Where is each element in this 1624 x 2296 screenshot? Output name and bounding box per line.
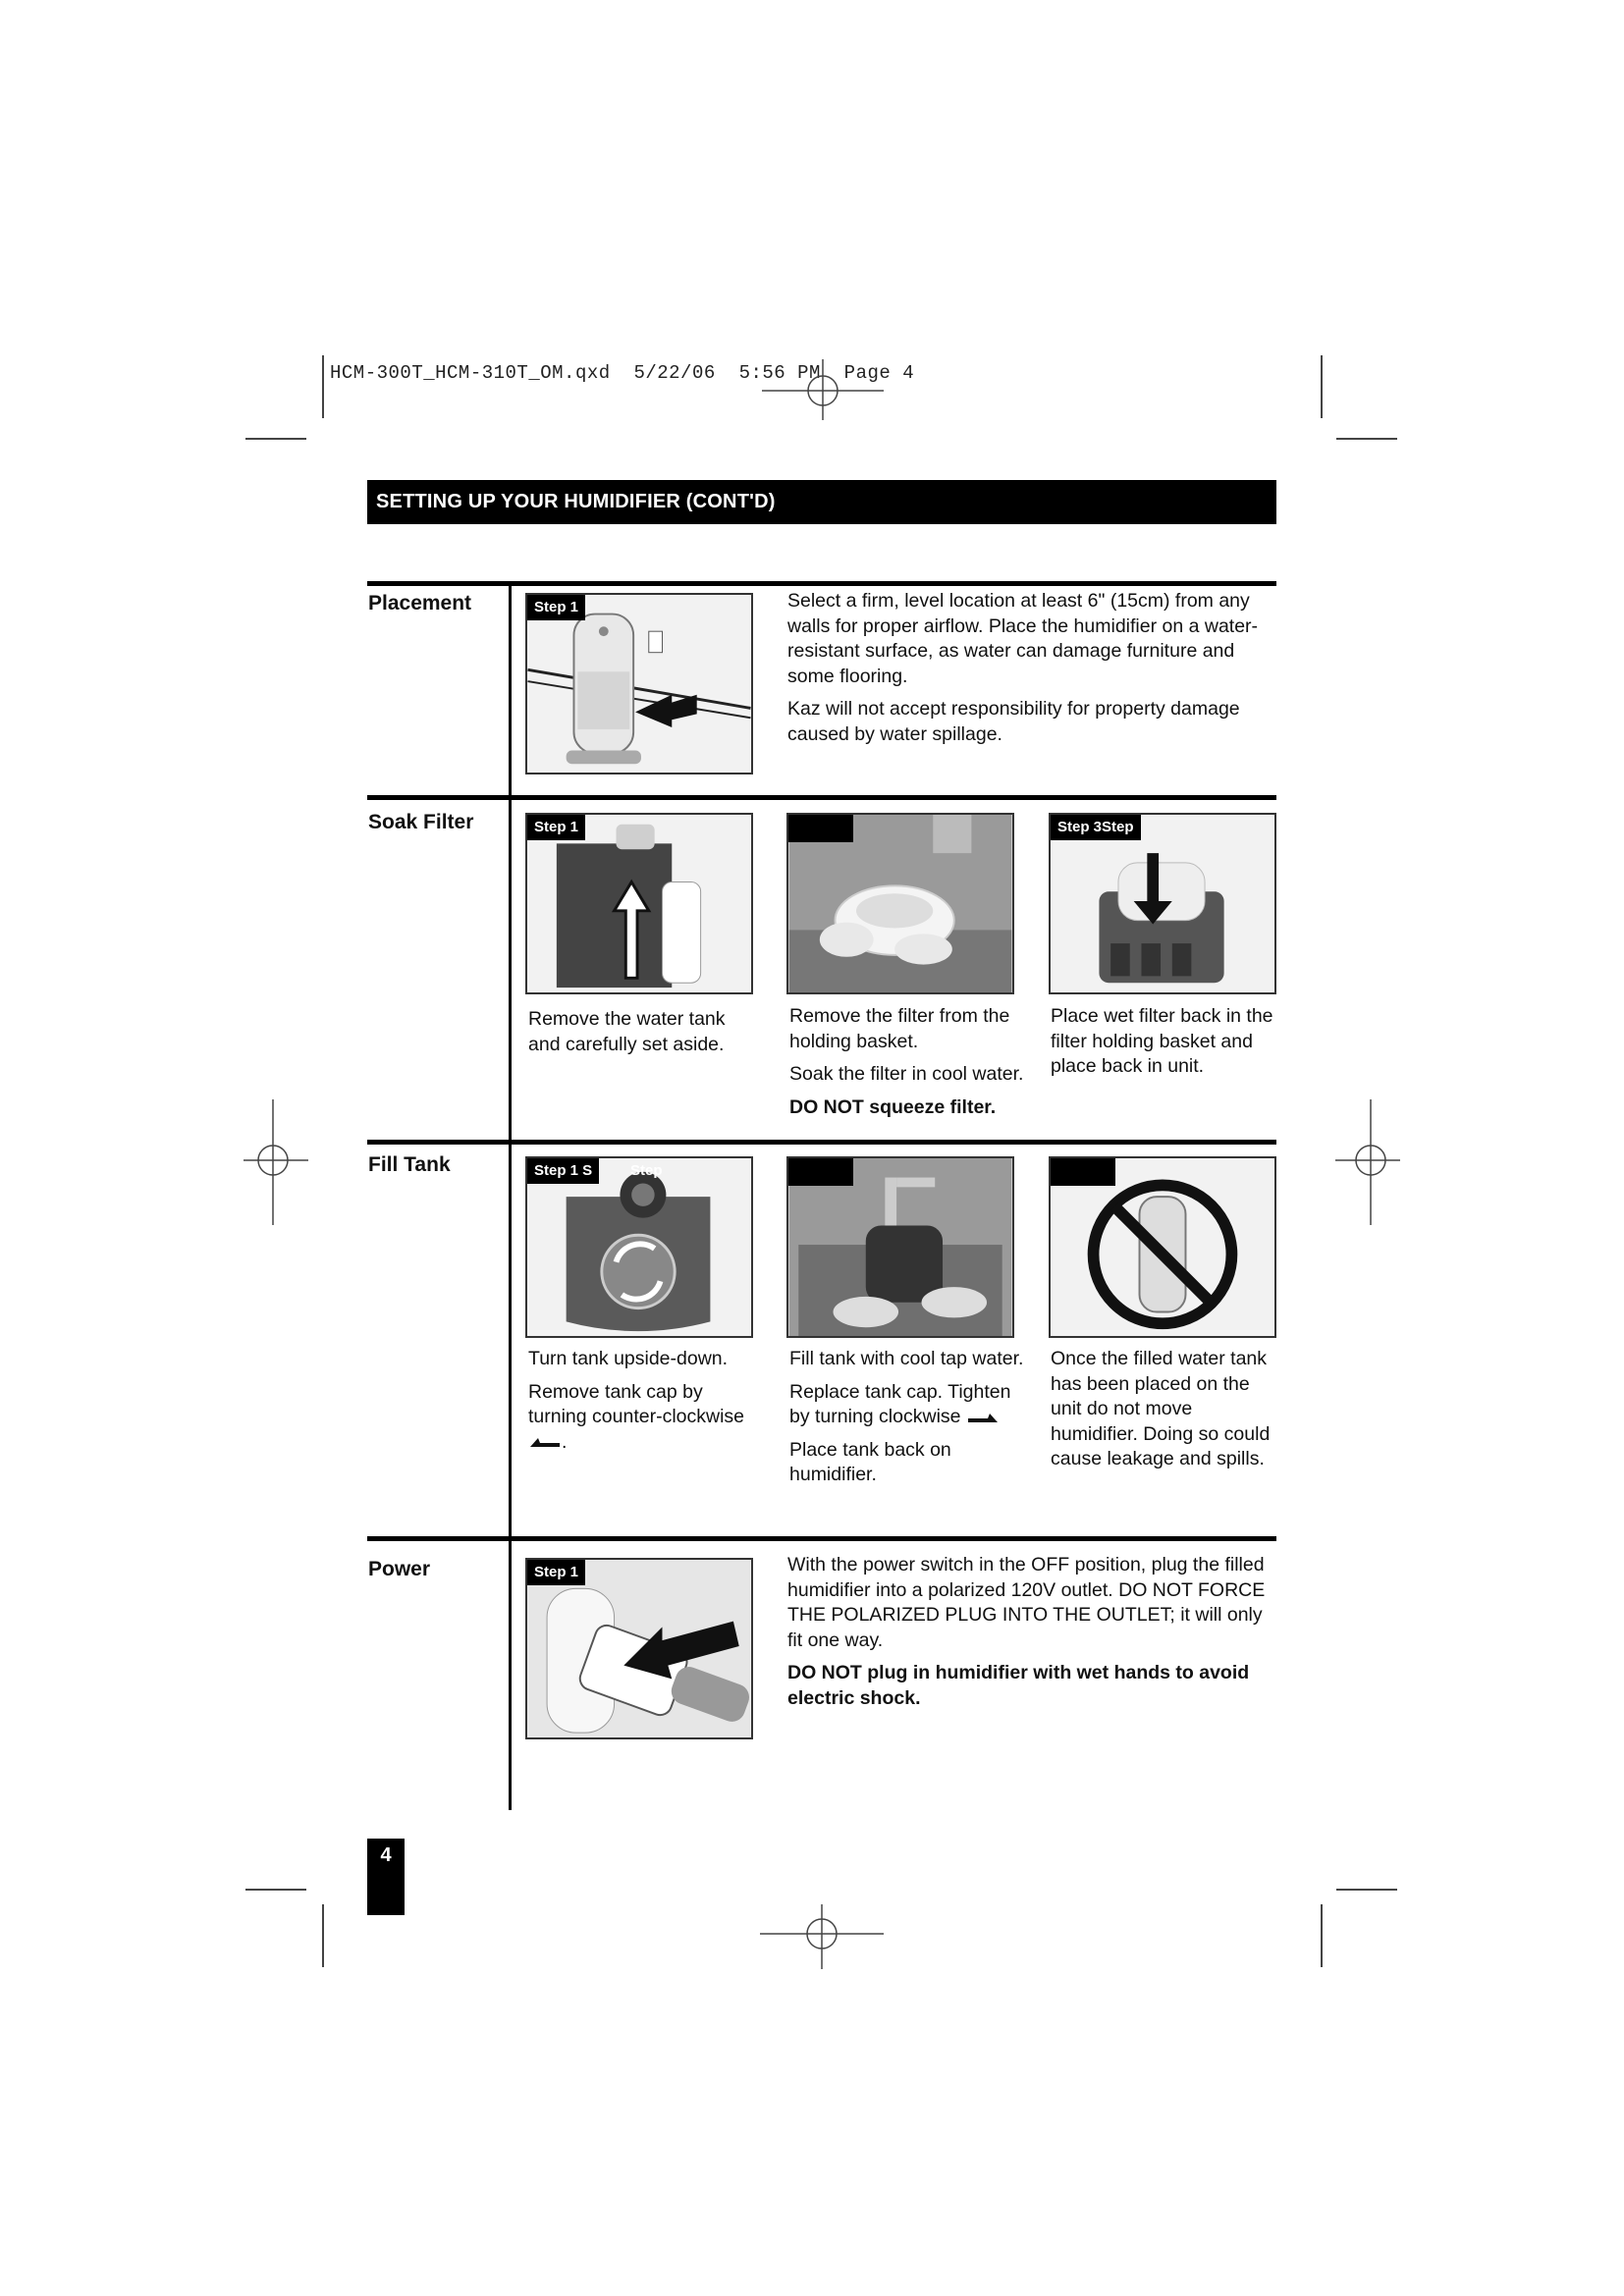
fill-col1-text bbox=[528, 1347, 759, 1463]
plug-outlet-illustration bbox=[527, 1560, 751, 1737]
fill-col2-replace-cap: Replace tank cap. Tighten by turning clockwise bbox=[789, 1380, 1011, 1427]
rule-power bbox=[367, 1536, 1276, 1541]
soak-col1-instruction: Remove the water tank and carefully set aside. bbox=[528, 1008, 726, 1055]
placement-text bbox=[787, 589, 1276, 755]
power-heading: Power bbox=[368, 1558, 431, 1580]
rule-soak bbox=[367, 795, 1276, 800]
fill-col1-remove-cap: Remove tank cap by turning counter-clockwise . bbox=[528, 1380, 745, 1453]
soak-col1-text bbox=[528, 1007, 754, 1065]
soak-col3-instruction: Place wet filter back in the filter holding basket and place back in unit. bbox=[1051, 1005, 1273, 1077]
step-tag-masked bbox=[788, 1158, 853, 1186]
placement-step1-image bbox=[525, 593, 753, 774]
soak-step2-image bbox=[786, 813, 1014, 994]
registration-mark-top bbox=[762, 351, 884, 420]
rule-fill bbox=[367, 1140, 1276, 1145]
step-tag-secondary: Step bbox=[630, 1162, 663, 1179]
place-filter-illustration bbox=[1051, 815, 1274, 992]
rule-placement bbox=[367, 581, 1276, 586]
fill-col2-place-back: Place tank back on humidifier. bbox=[789, 1438, 951, 1485]
fill-col3-warning: Once the filled water tank has been placed on the unit do not move humidifier. Doing so could cause leakage and spills. bbox=[1051, 1348, 1271, 1469]
step-tag: Step 3Step bbox=[1051, 815, 1141, 840]
step-tag: Step 1 bbox=[527, 595, 585, 620]
registration-mark-right bbox=[1335, 1099, 1400, 1225]
soak-heading: Soak Filter bbox=[368, 811, 474, 833]
power-step1-image bbox=[525, 1558, 753, 1739]
soak-col3-text bbox=[1051, 1004, 1276, 1088]
fill-heading: Fill Tank bbox=[368, 1153, 451, 1176]
column-divider bbox=[509, 583, 512, 1810]
section-banner: SETTING UP YOUR HUMIDIFIER (CONT'D) bbox=[367, 480, 1276, 524]
humidifier-placement-illustration bbox=[527, 595, 751, 773]
print-header: HCM-300T_HCM-310T_OM.qxd 5/22/06 5:56 PM Page 4 bbox=[330, 362, 915, 384]
step-tag: Step 1 bbox=[527, 1560, 585, 1585]
soak-col2-soak: Soak the filter in cool water. bbox=[789, 1063, 1024, 1085]
fill-step3-image bbox=[1049, 1156, 1276, 1338]
fill-step2-image bbox=[786, 1156, 1014, 1338]
fill-step1-image bbox=[525, 1156, 753, 1338]
tank-cap-illustration bbox=[527, 1158, 751, 1336]
registration-mark-bottom bbox=[760, 1904, 884, 1969]
step-tag-masked bbox=[1051, 1158, 1115, 1186]
fill-col3-text bbox=[1051, 1347, 1276, 1480]
placement-instruction: Select a firm, level location at least 6" (15cm) from any walls for proper airflow. Place the humidifier on a water-resistant surface, as water can damage furniture and some flooring. bbox=[787, 590, 1259, 687]
soak-step1-image bbox=[525, 813, 753, 994]
fill-col1-turn: Turn tank upside-down. bbox=[528, 1348, 729, 1369]
fill-col2-text bbox=[789, 1347, 1025, 1496]
placement-disclaimer: Kaz will not accept responsibility for property damage caused by water spillage. bbox=[787, 698, 1240, 745]
soak-col2-warning: DO NOT squeeze filter. bbox=[789, 1095, 997, 1118]
step-tag: Step 1 bbox=[527, 815, 585, 840]
fill-col2-fill: Fill tank with cool tap water. bbox=[789, 1348, 1024, 1369]
power-text bbox=[787, 1553, 1276, 1719]
soak-col2-remove: Remove the filter from the holding basket. bbox=[789, 1005, 1010, 1052]
step-tag: Step 1 S bbox=[527, 1158, 599, 1184]
counter-clockwise-arrow-icon bbox=[528, 1435, 562, 1449]
power-warning: DO NOT plug in humidifier with wet hands to avoid electric shock. bbox=[787, 1662, 1250, 1709]
power-instruction: With the power switch in the OFF position, plug the filled humidifier into a polarized 120V outlet. DO NOT FORCE THE POLARIZED PLUG INTO THE OUTLET; it will only fit one way. bbox=[787, 1554, 1266, 1651]
soak-step3-image bbox=[1049, 813, 1276, 994]
page-number: 4 bbox=[367, 1839, 405, 1915]
remove-tank-illustration bbox=[527, 815, 751, 992]
clockwise-arrow-icon bbox=[966, 1411, 1000, 1424]
step-tag-masked bbox=[788, 815, 853, 842]
soak-col2-text bbox=[789, 1004, 1035, 1128]
registration-mark-left bbox=[244, 1099, 308, 1225]
placement-heading: Placement bbox=[368, 592, 472, 614]
